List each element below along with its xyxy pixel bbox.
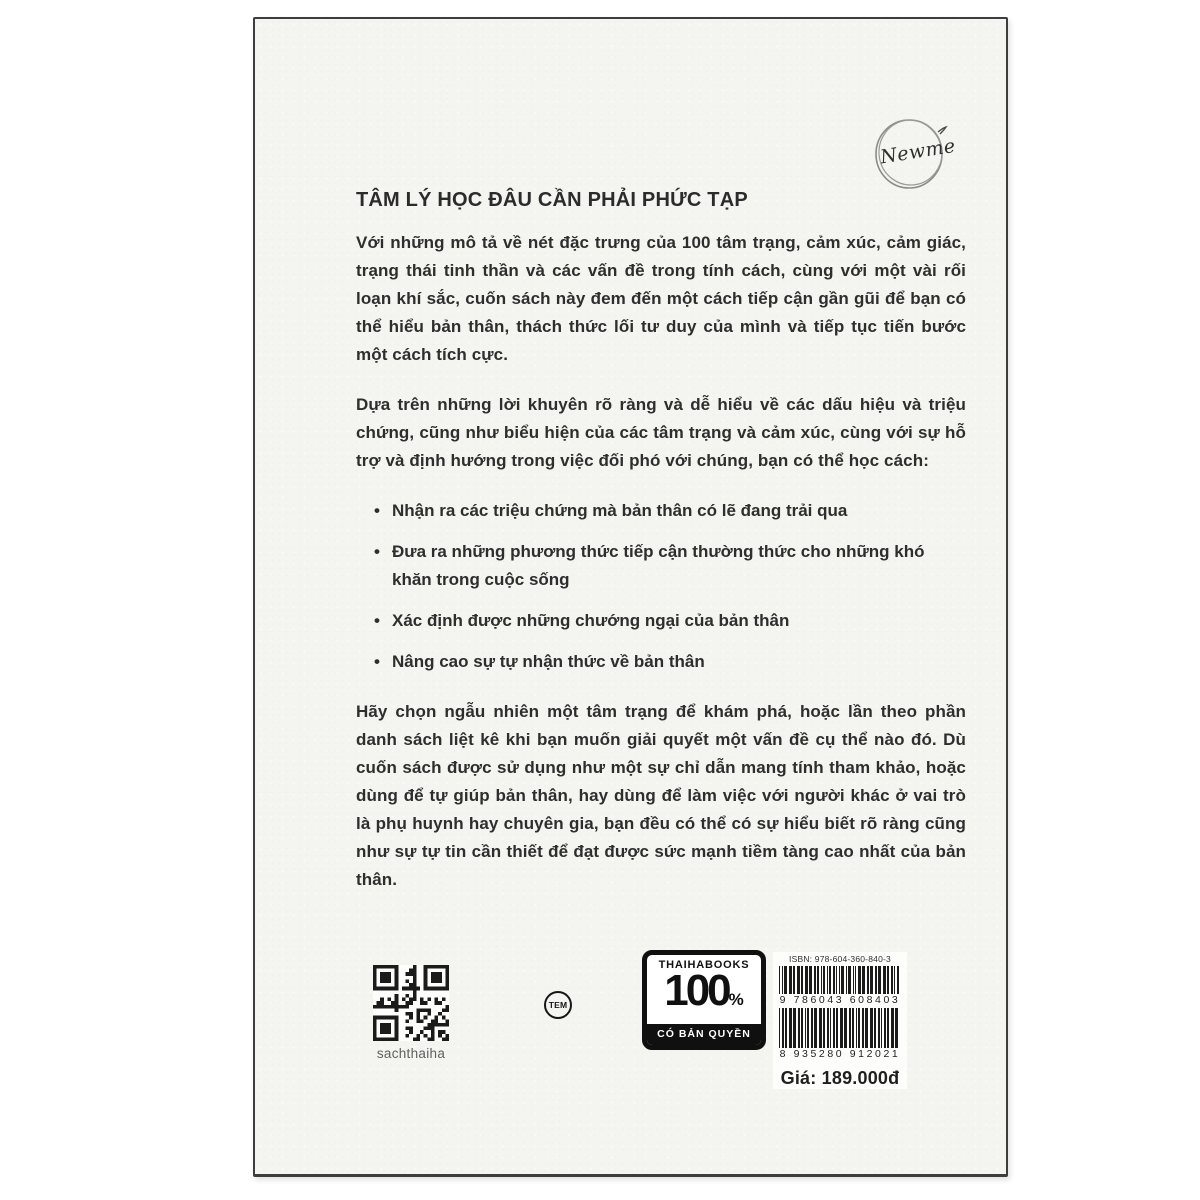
list-item: • Đưa ra những phương thức tiếp cận thường thức cho những khó khăn trong cuộc sống — [374, 538, 966, 594]
price-label: Giá: 189.000đ — [780, 1068, 900, 1088]
badge-tagline: CÓ BẢN QUYỀN — [647, 1024, 761, 1045]
page-title: TÂM LÝ HỌC ĐÂU CẦN PHẢI PHỨC TẠP — [356, 189, 748, 211]
qr-caption: sachthaiha — [376, 1046, 446, 1061]
qr-block — [369, 965, 453, 1061]
barcode-icon — [779, 1008, 901, 1048]
back-cover-text — [356, 187, 966, 894]
qr-code-icon — [373, 965, 449, 1041]
barcode-digits: 8 935280 912021 — [779, 1048, 901, 1060]
book-back-cover — [253, 17, 1008, 1177]
list-item: • Xác định được những chướng ngại của bản thân — [374, 607, 966, 635]
barcode-icon — [779, 966, 901, 994]
barcode-block — [773, 952, 907, 1089]
footer-row — [255, 944, 1010, 1124]
list-item: • Nâng cao sự tự nhận thức về bản thân — [374, 648, 966, 676]
badge-number: 100 — [664, 966, 729, 1015]
isbn-label: ISBN: 978-604-360-840-3 — [789, 954, 891, 964]
newme-logo-stamp — [872, 115, 958, 193]
newme-logo-text: Newme — [878, 134, 958, 169]
benefits-list — [356, 497, 966, 676]
closing-paragraph: Hãy chọn ngẫu nhiên một tâm trạng để khám phá, hoặc lần theo phần danh sách liệt kê khi bạn muốn giải quyết một vấn đề cụ thể nào đó. Dù cuốn sách được sử dụng như một sự chỉ dẫn mang tính tham khảo, hoặc dùng để tự giúp bản thân, hay dùng để làm việc với người khác ở vai trò là phụ huynh hay chuyên gia, bạn đều có thể có sự hiểu biết rõ ràng cũng như sự tự tin cần thiết để đạt được sức mạnh tiềm tàng cao nhất của bản thân. — [356, 702, 966, 889]
badge-100-percent — [664, 966, 744, 1015]
advice-paragraph: Dựa trên những lời khuyên rõ ràng và dễ hiểu về các dấu hiệu và triệu chứng, cũng như biểu hiện của các tâm trạng và cảm xúc, cùng với sự hỗ trợ và định hướng trong việc đối phó với chúng, bạn có thể học cách: — [356, 395, 966, 470]
publisher-badge — [642, 950, 766, 1050]
list-item: • Nhận ra các triệu chứng mà bản thân có lẽ đang trải qua — [374, 497, 966, 525]
intro-paragraph: Với những mô tả về nét đặc trưng của 100 tâm trạng, cảm xúc, cảm giác, trạng thái tinh thần và các vấn đề trong tính cách, cùng với một vài rối loạn khí sắc, cuốn sách này đem đến một cách tiếp cận gần gũi để bạn có thể hiểu bản thân, thách thức lối tư duy của mình và tiếp tục tiến bước một cách tích cực. — [356, 233, 966, 364]
publisher-name: THAIHABOOKS — [658, 959, 750, 971]
tem-stamp — [544, 991, 572, 1019]
barcode-digits: 9 786043 608403 — [779, 994, 901, 1006]
tem-label: TEM — [548, 1000, 568, 1010]
badge-percent-sign: % — [728, 990, 744, 1009]
